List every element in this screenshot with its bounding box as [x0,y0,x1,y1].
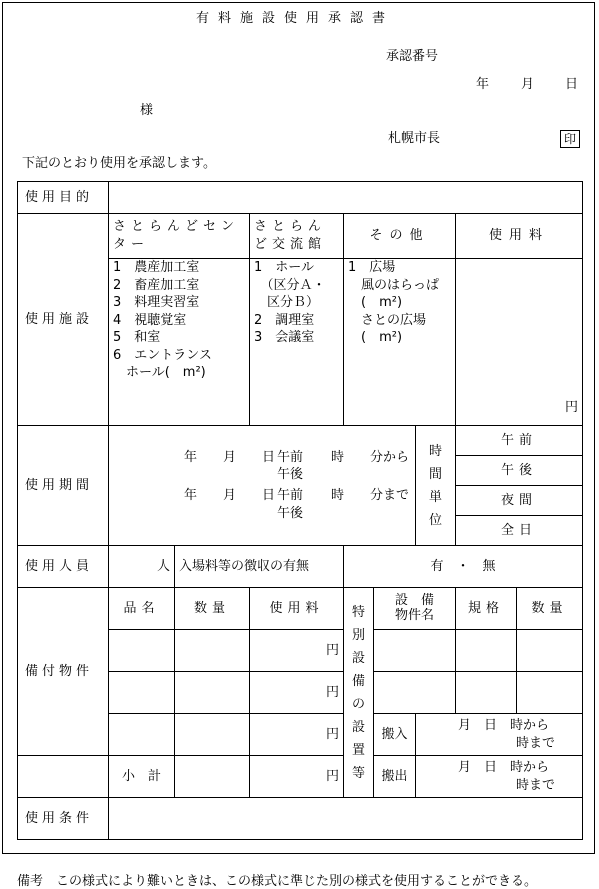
list-item: （区分Ａ・ [254,277,326,293]
period-start [109,449,415,484]
list-item: 6 エントランス [113,347,212,363]
subtotal-qty-field[interactable] [175,756,250,798]
list-item: 2 調理室 [254,312,315,328]
date-month: 月 [521,77,535,92]
hall-header: さとらんど交流館 [250,214,344,259]
item-fee-field[interactable]: 円 [250,714,344,756]
facility-header-row [18,214,583,259]
people-row [18,546,583,588]
list-item: 3 会議室 [254,330,315,346]
list-item: 1 農産加工室 [113,260,200,275]
list-item: ホール( m²) [113,365,206,381]
list-item: ( m²) [348,295,403,311]
fee-yes-no-choice[interactable]: 有 ・ 無 [344,546,583,588]
other-facility-list[interactable] [344,259,456,426]
people-label: 使用人員 [18,546,109,588]
equip-spec-field[interactable] [456,630,517,672]
entrance-fee-question: 入場料等の徴収の有無 [175,546,344,588]
list-item: 4 視聴覚室 [113,312,187,328]
equipment-label: 備付物件 [18,588,109,756]
start-pm: 午後 [276,467,303,483]
yen-unit: 円 [564,400,578,416]
facility-label: 使用施設 [18,214,109,426]
item-name-header: 品名 [109,588,175,630]
end-time: 時 分まで [331,488,410,503]
list-item: ( m²) [348,330,403,346]
end-date: 年 月 日 [183,488,275,503]
list-item: 5 和室 [113,330,161,346]
remark-note: 備考 この様式により難いときは、この様式に準じた別の様式を使用することができる。 [17,874,538,889]
period-end [109,487,415,522]
item-fee-field[interactable]: 円 [250,672,344,714]
spec-header: 規格 [456,588,517,630]
item-qty-field[interactable] [175,672,250,714]
subtotal-label: 小 計 [109,756,175,798]
period-label: 使用期間 [18,426,109,546]
item-qty-field[interactable] [175,714,250,756]
purpose-field[interactable] [109,182,583,214]
list-item: 3 料理実習室 [113,295,200,311]
list-item: 1 広場 [348,260,396,275]
period-row [18,426,583,456]
seal-mark: 印 [560,130,580,148]
hall-room-list[interactable] [250,259,344,426]
special-equipment-label: 特 別 設 備 の 設 置 等 [344,588,374,798]
item-name-field[interactable] [109,672,175,714]
quantity2-header: 数量 [517,588,583,630]
other-header: その他 [344,214,456,259]
carry-in-time-field[interactable]: 月 日 時から 時まで [416,714,583,756]
item-qty-field[interactable] [175,630,250,672]
intro-text: 下記のとおり使用を承認します。 [22,156,216,171]
purpose-label: 使用目的 [18,182,109,214]
subtotal-fee-field[interactable]: 円 [250,756,344,798]
facility-fee-field[interactable] [456,259,583,426]
people-count-field[interactable] [109,546,175,588]
date-year: 年 [476,77,490,92]
equip-qty-field[interactable] [517,630,583,672]
carry-out-time-field[interactable]: 月 日 時から 時まで [416,756,583,798]
list-item: 2 畜産加工室 [113,277,200,293]
carry-in-label: 搬入 [374,714,416,756]
period-field[interactable] [109,426,416,546]
item-name-field[interactable] [109,630,175,672]
equip-spec-field[interactable] [456,672,517,714]
item-fee-field[interactable]: 円 [250,630,344,672]
mayor-name: 札幌市長 [388,131,441,146]
end-am: 午前 [276,488,303,503]
person-unit: 人 [156,558,170,574]
center-header: さとらんどセンター [109,214,250,259]
equip-qty-field[interactable] [517,672,583,714]
equip-name-field[interactable] [374,672,456,714]
conditions-field[interactable] [109,798,583,840]
end-pm: 午後 [276,505,303,521]
list-item: 風のはらっぱ [348,277,440,293]
equipment-name-header: 設 備 物件名 [374,588,456,630]
start-time: 時 分から [331,449,410,465]
unit-option-pm[interactable]: 午後 [456,456,583,486]
list-item: 1 ホール [254,260,315,275]
unit-option-night[interactable]: 夜間 [456,486,583,516]
unit-option-am[interactable]: 午前 [456,426,583,456]
conditions-row [18,798,583,840]
addressee-suffix: 様 [140,103,154,118]
approval-table [17,181,583,840]
carry-out-label: 搬出 [374,756,416,798]
equip-name-field[interactable] [374,630,456,672]
item-name-field[interactable] [109,714,175,756]
quantity-header: 数量 [175,588,250,630]
list-item: さとの広場 [348,312,427,328]
center-room-list[interactable] [109,259,250,426]
document-title: 有料施設使用承認書 [196,11,395,26]
subtotal-row [18,756,583,798]
purpose-row [18,182,583,214]
fee-header: 使用料 [456,214,583,259]
conditions-label: 使用条件 [18,798,109,840]
unit-option-allday[interactable]: 全日 [456,516,583,546]
equipment-header-row [18,588,583,630]
start-date: 年 月 日 [183,449,275,465]
fee-header: 使用料 [250,588,344,630]
approval-number-label: 承認番号 [386,49,439,64]
list-item: 区分Ｂ） [254,295,320,311]
time-unit-label: 時 間 単 位 [416,426,456,546]
start-am: 午前 [276,449,303,465]
date-day: 日 [565,77,579,92]
